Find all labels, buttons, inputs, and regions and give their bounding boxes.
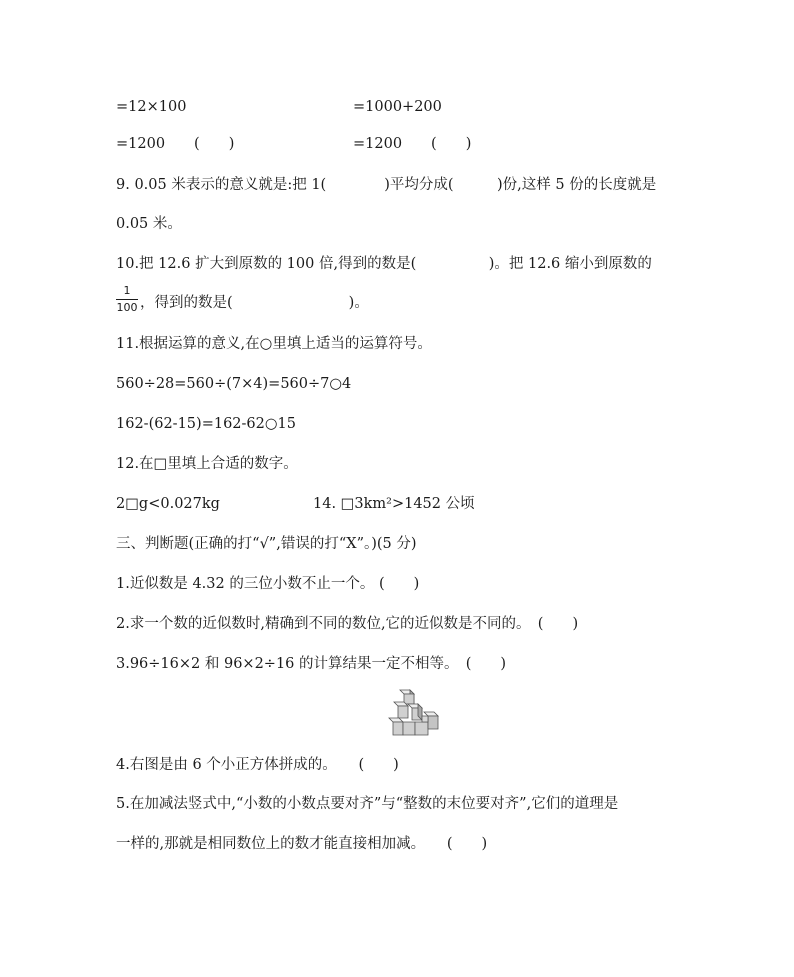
judge-question-5-line2: 一样的,那就是相同数位上的数才能直接相加减。 ( ) bbox=[116, 836, 488, 852]
cube-bottom-middle bbox=[403, 722, 415, 735]
fraction-numerator: 1 bbox=[123, 284, 131, 297]
section-3-title: 三、判断题(正确的打“√”,错误的打“X”。)(5 分) bbox=[116, 536, 417, 552]
calc-right-row1: =1000+200 bbox=[353, 99, 442, 115]
calc-left-row2: =1200 ( ) bbox=[116, 136, 235, 152]
fraction-denominator: 100 bbox=[116, 301, 138, 314]
question-12-item-b: 14. □3km²>1452 公顷 bbox=[313, 496, 475, 512]
judge-question-3: 3.96÷16×2 和 96×2÷16 的计算结果一定不相等。 ( ) bbox=[116, 656, 507, 672]
question-9-line1: 9. 0.05 米表示的意义就是:把 1( )平均分成( )份,这样 5 份的长度就是 bbox=[116, 177, 657, 193]
question-12-item-a: 2□g<0.027kg bbox=[116, 496, 220, 512]
question-11-title: 11.根据运算的意义,在○里填上适当的运算符号。 bbox=[116, 336, 432, 352]
fraction-bar bbox=[116, 299, 138, 300]
question-10-line1: 10.把 12.6 扩大到原数的 100 倍,得到的数是( )。把 12.6 缩小到原数的 bbox=[116, 256, 652, 272]
cube-middle-right bbox=[408, 704, 422, 720]
judge-question-4: 4.右图是由 6 个小正方体拼成的。 ( ) bbox=[116, 757, 399, 773]
fraction-one-hundredth bbox=[116, 284, 138, 315]
judge-question-5-line1: 5.在加减法竖式中,“小数的小数点要对齐”与“整数的末位要对齐”,它们的道理是 bbox=[116, 796, 619, 812]
question-9-line2: 0.05 米。 bbox=[116, 216, 182, 232]
judge-question-2: 2.求一个数的近似数时,精确到不同的数位,它的近似数是不同的。 ( ) bbox=[116, 616, 579, 632]
stacked-cubes-figure bbox=[388, 688, 440, 738]
question-11-equation-2: 162-(62-15)=162-62○15 bbox=[116, 416, 296, 432]
question-10-line2: ，得到的数是( )。 bbox=[140, 295, 369, 311]
question-11-equation-1: 560÷28=560÷(7×4)=560÷7○4 bbox=[116, 376, 352, 392]
cube-middle-left bbox=[394, 702, 408, 718]
calc-right-row2: =1200 ( ) bbox=[353, 136, 472, 152]
calc-left-row1: =12×100 bbox=[116, 99, 187, 115]
judge-question-1: 1.近似数是 4.32 的三位小数不止一个。 ( ) bbox=[116, 576, 420, 592]
cube-bottom-left bbox=[389, 718, 403, 735]
question-12-title: 12.在□里填上合适的数字。 bbox=[116, 456, 298, 472]
